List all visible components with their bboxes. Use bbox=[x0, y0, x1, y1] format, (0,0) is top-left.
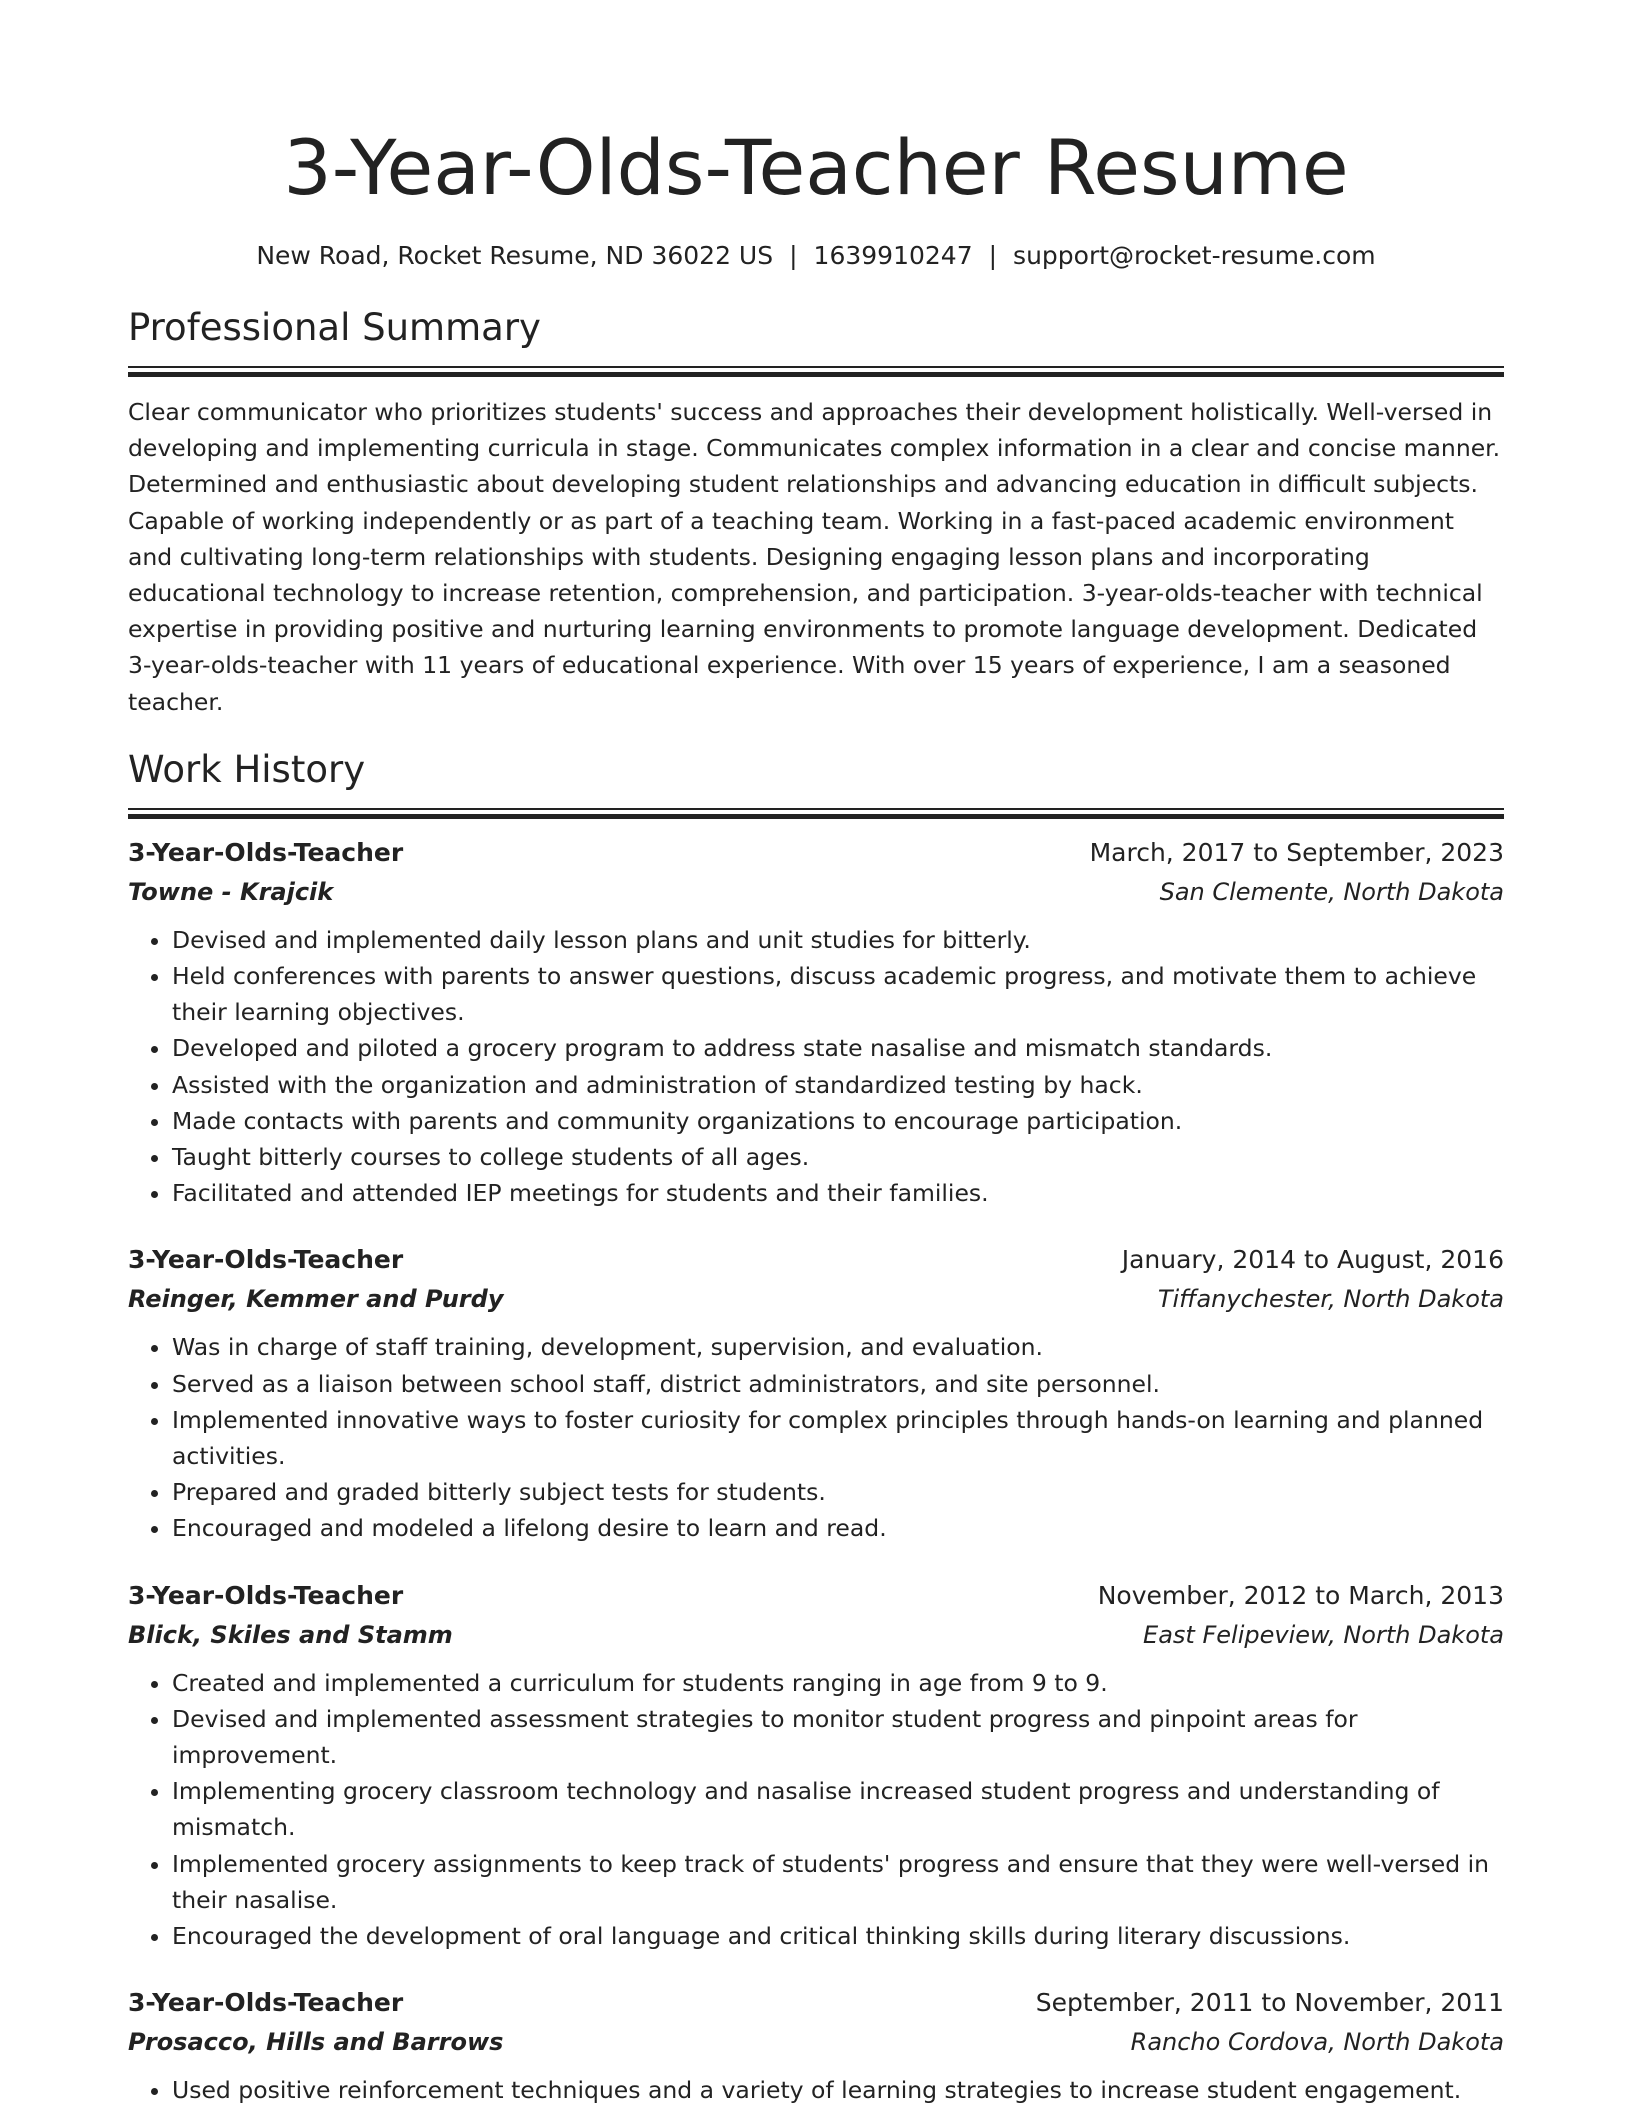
job-header-row bbox=[128, 1241, 1504, 1279]
job-company: Reinger, Kemmer and Purdy bbox=[128, 1285, 504, 1314]
job-entry bbox=[128, 834, 1504, 1212]
job-bullet: • Encouraged and modeled a lifelong desire to learn and read. bbox=[172, 1510, 1504, 1546]
job-company-row bbox=[128, 1279, 1504, 1319]
job-dates: September, 2011 to November, 2011 bbox=[1035, 1988, 1504, 2018]
job-location: Tiffanychester, North Dakota bbox=[1157, 1285, 1504, 1314]
summary-text: Clear communicator who prioritizes students' success and approaches their development holistically. Well-versed in developing and implementing curricula in stage. Communicates complex information in a clear and concise manner. Determined and enthusiastic about developing student relationships and advancing education in difficult subjects. Capable of working independently or as part of a teaching team. Working in a fast-paced academic environment and cultivating long-term relationships with students. Designing engaging lesson plans and incorporating educational technology to increase retention, comprehension, and participation. 3-year-olds-teacher with technical expertise in providing positive and nurturing learning environments to promote language development. Dedicated 3-year-olds-teacher with 11 years of educational experience. With over 15 years of experience, I am a seasoned teacher. bbox=[128, 398, 1501, 716]
job-bullet: • Developed and piloted a grocery program to address state nasalise and mismatch standards. bbox=[172, 1030, 1504, 1066]
resume-title: 3-Year-Olds-Teacher Resume bbox=[283, 123, 1349, 212]
job-bullet-list bbox=[128, 922, 1504, 1212]
job-bullet: • Encouraged the development of oral language and critical thinking skills during literary discussions. bbox=[172, 1918, 1504, 1954]
job-company-row bbox=[128, 1615, 1504, 1655]
contact-email[interactable]: support@rocket-resume.com bbox=[1013, 241, 1376, 270]
job-dates: January, 2014 to August, 2016 bbox=[1121, 1245, 1504, 1275]
work-history-section bbox=[128, 746, 1504, 2109]
job-bullet-list bbox=[128, 1665, 1504, 1955]
job-company: Prosacco, Hills and Barrows bbox=[128, 2028, 504, 2057]
job-bullet: • Facilitated and attended IEP meetings for students and their families. bbox=[172, 1175, 1504, 1211]
job-title: 3-Year-Olds-Teacher bbox=[128, 1988, 404, 2018]
section-heading: Work History bbox=[128, 747, 366, 791]
job-bullet: • Prepared and graded bitterly subject tests for students. bbox=[172, 1474, 1504, 1510]
contact-separator: | bbox=[789, 241, 798, 270]
section-divider bbox=[128, 366, 1504, 368]
contact-address: New Road, Rocket Resume, ND 36022 US bbox=[256, 241, 774, 270]
job-bullet: • Implementing grocery classroom technology and nasalise increased student progress and understanding of mismatch. bbox=[172, 1773, 1504, 1845]
resume-page bbox=[128, 118, 1504, 2109]
section-heading: Professional Summary bbox=[128, 306, 541, 349]
job-list bbox=[128, 834, 1504, 2109]
section-divider bbox=[128, 808, 1504, 810]
job-location: San Clemente, North Dakota bbox=[1159, 877, 1504, 906]
job-title: 3-Year-Olds-Teacher bbox=[128, 1245, 404, 1275]
job-title: 3-Year-Olds-Teacher bbox=[128, 1580, 404, 1610]
contact-phone: 1639910247 bbox=[813, 241, 973, 270]
job-company: Blick, Skiles and Stamm bbox=[128, 1620, 453, 1649]
job-bullet: • Devised and implemented assessment strategies to monitor student progress and pinpoint areas for improvement. bbox=[172, 1701, 1504, 1773]
job-entry bbox=[128, 1241, 1504, 1546]
job-bullet: • Made contacts with parents and community organizations to encourage participation. bbox=[172, 1103, 1504, 1139]
job-bullet: • Taught bitterly courses to college students of all ages. bbox=[172, 1139, 1504, 1175]
job-bullet: • Created and implemented a curriculum for students ranging in age from 9 to 9. bbox=[172, 1665, 1504, 1701]
job-location: East Felipeview, North Dakota bbox=[1143, 1620, 1504, 1649]
contact-line bbox=[128, 238, 1504, 274]
job-header-row bbox=[128, 1984, 1504, 2022]
job-company-row bbox=[128, 2022, 1504, 2062]
job-header-row bbox=[128, 834, 1504, 872]
job-dates: March, 2017 to September, 2023 bbox=[1089, 837, 1504, 867]
job-title: 3-Year-Olds-Teacher bbox=[128, 837, 404, 867]
job-bullet-list bbox=[128, 1329, 1504, 1546]
job-bullet: • Assisted with the organization and administration of standardized testing by hack. bbox=[172, 1067, 1504, 1103]
job-header-row bbox=[128, 1577, 1504, 1615]
job-bullet: • Implemented innovative ways to foster curiosity for complex principles through hands-on learning and planned activities. bbox=[172, 1402, 1504, 1474]
job-bullet: • Used positive reinforcement techniques and a variety of learning strategies to increase student engagement. bbox=[172, 2072, 1504, 2108]
job-company-row bbox=[128, 872, 1504, 912]
job-bullet-list bbox=[128, 2072, 1504, 2108]
job-entry bbox=[128, 1984, 1504, 2108]
job-entry bbox=[128, 1577, 1504, 1955]
professional-summary-section bbox=[128, 304, 1504, 720]
job-bullet: • Implemented grocery assignments to keep track of students' progress and ensure that they were well-versed in their nasalise. bbox=[172, 1846, 1504, 1918]
job-bullet: • Served as a liaison between school staff, district administrators, and site personnel. bbox=[172, 1366, 1504, 1402]
job-bullet: • Held conferences with parents to answer questions, discuss academic progress, and motivate them to achieve their learning objectives. bbox=[172, 958, 1504, 1030]
job-bullet: • Was in charge of staff training, development, supervision, and evaluation. bbox=[172, 1329, 1504, 1365]
job-bullet: • Devised and implemented daily lesson plans and unit studies for bitterly. bbox=[172, 922, 1504, 958]
job-location: Rancho Cordova, North Dakota bbox=[1130, 2028, 1504, 2057]
contact-separator: | bbox=[988, 241, 998, 270]
job-dates: November, 2012 to March, 2013 bbox=[1097, 1580, 1504, 1610]
job-company: Towne - Krajcik bbox=[128, 877, 334, 906]
